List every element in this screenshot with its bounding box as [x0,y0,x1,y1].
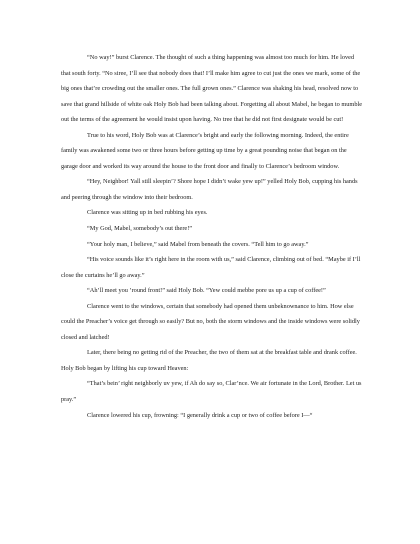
paragraph: “Your holy man, I believe,” said Mabel from beneath the covers. “Tell him to go away.” [87,240,309,248]
paragraph: “Ah’ll meet you ’round front!” said Holy Bob. “Yew could mebbe pore us up a cup of coffee!” [87,287,326,295]
paragraph: “No way!” burst Clarence. The thought of such a thing happening was almost too much for him. He loved that south forty. “No siree, I’ll see that nobody does that! I’ll make him agree to cut just the ones we mark, some of the big ones that’re crowding out the smaller ones. The full grown ones.” Clarence was shaking his head, resolved now to save that grand hillside of white oak Holy Bob had been talking about. Forgetting all about Mabel, he began to mumble out the terms of the agreement he would insist upon having. No tree that he did not first designate would be cut! [61,54,363,124]
paragraph: “Hey, Neighbor! Yall still sleepin’? Shore hope I didn’t wake yew up!” yelled Holy Bob, cupping his hands and peering through the window into their bedroom. [61,178,358,201]
paragraph: Clarence was sitting up in bed rubbing his eyes. [87,209,208,217]
paragraph: Clarence lowered his cup, frowning: “I generally drink a cup or two of coffee before I—“ [87,411,313,419]
paragraph: “My God, Mabel, somebody’s out there!” [87,225,193,233]
paragraph: “His voice sounds like it’s right here in the room with us,” said Clarence, climbing out of bed. “Maybe if I’ll close the curtains he’ll go away.” [61,256,361,279]
paragraph: “That’s bein’ right neighborly uv yew, if Ah do say so, Clar’nce. We air fortunate in the Lord, Brother. Let us pray.” [61,380,362,404]
paragraph: True to his word, Holy Bob was at Clarence’s bright and early the following morning. Indeed, the entire family was awakened some two or three hours before getting up time by a great pounding noise that began on the garage door and worked its way around the house to the front door and finally to Clarence’s bedroom window. [61,131,349,170]
paragraph: Later, there being no getting rid of the Preacher, the two of them sat at the breakfast table and drank coffee. Holy Bob began by lifting his cup toward Heaven: [61,349,357,372]
body-text [61,50,363,423]
paragraph: Clarence went to the windows, certain that somebody had opened them unbeknownance to him. How else could the Preacher’s voice get through so easily? But no, both the storm windows and the inside windows were solidly closed and latched! [61,302,360,341]
